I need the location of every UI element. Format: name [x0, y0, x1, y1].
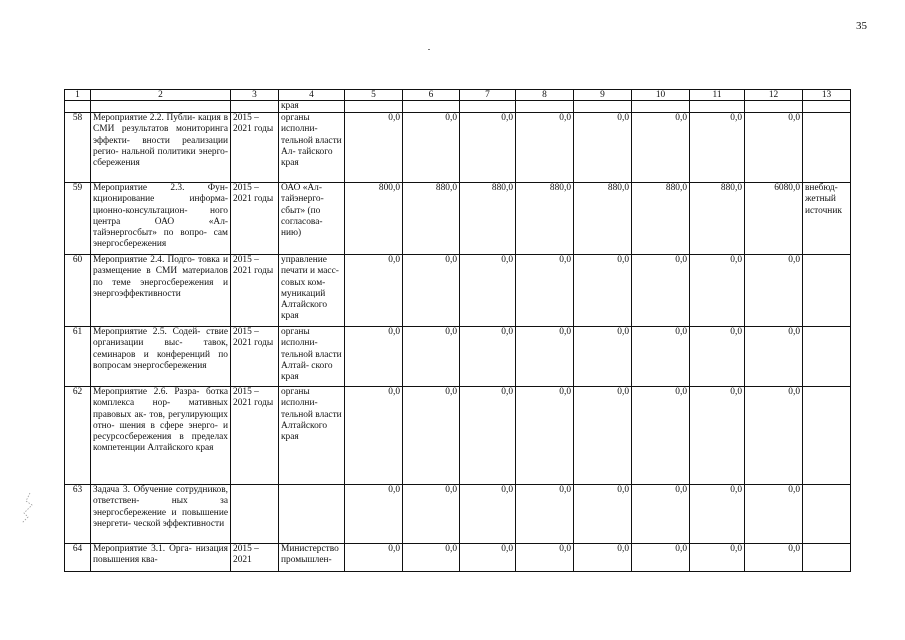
executor-cell: [279, 485, 345, 544]
executor-cell: органы исполни- тельной власти Ал- тайского края: [279, 113, 345, 183]
value-cell: 0,0: [516, 485, 574, 544]
header-cell: 13: [803, 90, 851, 101]
activity-name: Мероприятие 2.2. Публи- кация в СМИ результатов мониторинга эффекти- вности реализации регио- нальной политики энерго- сбережения: [91, 113, 231, 183]
value-cell: 0,0: [745, 327, 803, 387]
header-cell: 6: [403, 90, 460, 101]
value-cell: 0,0: [574, 387, 632, 485]
value-cell: 0,0: [403, 544, 460, 572]
value-cell: 880,0: [403, 183, 460, 255]
value-cell: 0,0: [690, 327, 745, 387]
value-cell: 880,0: [574, 183, 632, 255]
table-row: [65, 113, 851, 183]
row-number: 60: [65, 255, 91, 327]
value-cell: 0,0: [516, 387, 574, 485]
row-number: 58: [65, 113, 91, 183]
value-cell: 0,0: [690, 544, 745, 572]
activity-name: Мероприятие 2.5. Содей- ствие организации выс- тавок, семинаров и конференций по вопросам энергосбережения: [91, 327, 231, 387]
activity-name: Мероприятие 3.1. Орга- низация повышения ква-: [91, 544, 231, 572]
value-cell: 0,0: [403, 387, 460, 485]
header-cell: 7: [460, 90, 516, 101]
executor-cell: ОАО «Ал- тайэнерго- сбыт» (по согласова- нию): [279, 183, 345, 255]
value-cell: 800,0: [345, 183, 403, 255]
value-cell: 0,0: [632, 113, 690, 183]
table-row: [65, 327, 851, 387]
value-cell: 0,0: [745, 255, 803, 327]
header-cell: 4: [279, 90, 345, 101]
executor-cell: органы исполни- тельной власти Алтай- ского края: [279, 327, 345, 387]
activity-name: Мероприятие 2.6. Разра- ботка комплекса нор- мативных правовых ак- тов, регулирующих отно- шения в сфере энерго- и ресурсосбережения в пределах компетенции Алтайского края: [91, 387, 231, 485]
executor-cell: органы исполни- тельной власти Алтайского края: [279, 387, 345, 485]
value-cell: 0,0: [632, 387, 690, 485]
value-cell: 0,0: [345, 387, 403, 485]
scan-mark: [18, 491, 36, 525]
value-cell: 0,0: [574, 255, 632, 327]
value-cell: 0,0: [403, 485, 460, 544]
table-row: [65, 387, 851, 485]
value-cell: 0,0: [574, 544, 632, 572]
table-row: [65, 544, 851, 572]
header-cell: 3: [231, 90, 279, 101]
executor-cell: Министерство промышлен-: [279, 544, 345, 572]
value-cell: 0,0: [460, 255, 516, 327]
value-cell: 0,0: [460, 327, 516, 387]
period-cell: 2015 – 2021 годы: [231, 255, 279, 327]
header-cell: 5: [345, 90, 403, 101]
row-number: 61: [65, 327, 91, 387]
period-cell: 2015 – 2021: [231, 544, 279, 572]
value-cell: 0,0: [460, 544, 516, 572]
value-cell: 0,0: [345, 485, 403, 544]
table-row: [65, 485, 851, 544]
value-cell: 0,0: [574, 485, 632, 544]
header-cell: 1: [65, 90, 91, 101]
value-cell: 0,0: [516, 255, 574, 327]
value-cell: 0,0: [345, 113, 403, 183]
activity-name: Задача 3. Обучение сотрудников, ответствен- ных за энергосбережение и повышение энергети- ческой эффективности: [91, 485, 231, 544]
value-cell: 0,0: [345, 327, 403, 387]
value-cell: 0,0: [516, 544, 574, 572]
value-cell: 0,0: [574, 113, 632, 183]
row-number: 62: [65, 387, 91, 485]
value-cell: 6080,0: [745, 183, 803, 255]
value-cell: 880,0: [516, 183, 574, 255]
value-cell: 0,0: [690, 387, 745, 485]
row-number: 63: [65, 485, 91, 544]
page-number: 35: [856, 20, 867, 32]
funding-source: [803, 327, 851, 387]
value-cell: 0,0: [745, 485, 803, 544]
row-number: 59: [65, 183, 91, 255]
value-cell: 0,0: [745, 387, 803, 485]
value-cell: 880,0: [460, 183, 516, 255]
period-cell: 2015 – 2021 годы: [231, 183, 279, 255]
value-cell: 0,0: [403, 255, 460, 327]
value-cell: 0,0: [345, 544, 403, 572]
value-cell: 0,0: [460, 113, 516, 183]
funding-source: [803, 544, 851, 572]
value-cell: 0,0: [574, 327, 632, 387]
value-cell: 0,0: [516, 327, 574, 387]
funding-source: [803, 113, 851, 183]
funding-source: внебюд- жетный источник: [803, 183, 851, 255]
header-cell: 9: [574, 90, 632, 101]
value-cell: 0,0: [632, 485, 690, 544]
funding-source: [803, 485, 851, 544]
period-cell: [231, 485, 279, 544]
table-row: [65, 255, 851, 327]
value-cell: 0,0: [460, 387, 516, 485]
header-cell: 12: [745, 90, 803, 101]
value-cell: 0,0: [690, 113, 745, 183]
value-cell: 0,0: [745, 544, 803, 572]
value-cell: 0,0: [460, 485, 516, 544]
value-cell: 0,0: [345, 255, 403, 327]
scan-dot: [428, 49, 430, 50]
value-cell: 0,0: [745, 113, 803, 183]
table-row: [65, 183, 851, 255]
value-cell: 0,0: [403, 113, 460, 183]
executor-cell: управление печати и масс- совых ком- муникаций Алтайского края: [279, 255, 345, 327]
value-cell: 0,0: [690, 485, 745, 544]
value-cell: 0,0: [632, 327, 690, 387]
value-cell: 0,0: [403, 327, 460, 387]
value-cell: 0,0: [632, 255, 690, 327]
activity-name: Мероприятие 2.3. Фун- кционирование информа- ционно-консультацион- ного центра ОАО «Ал- тайэнергосбыт» по вопро- сам энергосбережения: [91, 183, 231, 255]
table-body: [65, 113, 851, 572]
period-cell: 2015 – 2021 годы: [231, 113, 279, 183]
value-cell: 0,0: [632, 544, 690, 572]
row-number: 64: [65, 544, 91, 572]
executor-cell: края: [279, 101, 345, 113]
header-cell: 11: [690, 90, 745, 101]
value-cell: 0,0: [516, 113, 574, 183]
header-cell: 8: [516, 90, 574, 101]
value-cell: 880,0: [632, 183, 690, 255]
activity-name: Мероприятие 2.4. Подго- товка и размещение в СМИ материалов по теме энергосбережения и энергоэффективности: [91, 255, 231, 327]
continuation-row: [65, 101, 851, 113]
program-table: [64, 89, 851, 572]
funding-source: [803, 387, 851, 485]
header-cell: 2: [91, 90, 231, 101]
period-cell: 2015 – 2021 годы: [231, 387, 279, 485]
value-cell: 0,0: [690, 255, 745, 327]
header-row: [65, 90, 851, 101]
header-cell: 10: [632, 90, 690, 101]
funding-source: [803, 255, 851, 327]
period-cell: 2015 – 2021 годы: [231, 327, 279, 387]
value-cell: 880,0: [690, 183, 745, 255]
